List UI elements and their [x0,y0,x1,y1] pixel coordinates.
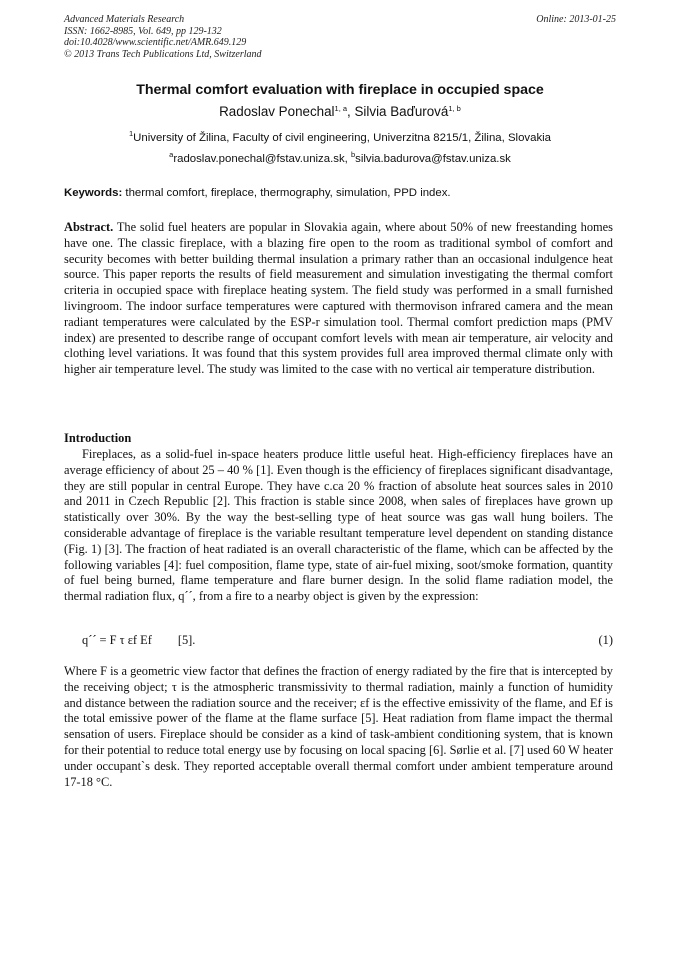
equation-1 [82,633,613,648]
equation-ref: [5]. [177,633,196,647]
paper-title: Thermal comfort evaluation with fireplace in occupied space [136,82,544,98]
issn-line: ISSN: 1662-8985, Vol. 649, pp 129-132 [64,25,222,37]
equation-text: q´´ = F τ εf Ef [82,633,152,647]
copyright-line: © 2013 Trans Tech Publications Ltd, Switzerland [64,48,262,60]
abstract-label: Abstract. [64,220,114,234]
equation-number: (1) [598,633,613,647]
abstract-text: The solid fuel heaters are popular in Slovakia again, where about 50% of new freestanding homes have one. The classic fireplace, with a blazing fire open to the room as traditional symbol of comfort and security becomes with better building thermal insulation a primary rather than an occasional indulgence heat source. This paper reports the results of field measurement and simulation investigating the thermal comfort criteria in occupied space with fireplace heating system. The field study was performed in a small furnished livingroom. The indoor surface temperatures were captured with thermovison infrared camera and the mean radiant temperatures were calculated by the ESP-r simulation tool. Thermal comfort prediction maps (PMV index) are presented to describe range of occupant comfort levels with mean air temperature, air velocity and clothing level variations. It was found that this system provides full area improved thermal climate only with higher air temperature level. The study was limited to the case with no vertical air temperature distribution. [64,220,613,377]
affiliation [64,129,616,144]
author-1-sup: 1, a [334,104,348,113]
email-1-sup: a [169,150,174,159]
author-2: Silvia Baďurová [354,104,449,119]
keywords [64,187,616,199]
affiliation-text: University of Žilina, Faculty of civil engineering, Univerzitna 8215/1, Žilina, Slovakia [133,132,552,144]
author-1: Radoslav Ponechal [219,104,335,119]
email-2-sup: b [350,150,356,159]
email-1: radoslav.ponechal@fstav.uniza.sk, [173,153,351,165]
keywords-text: thermal comfort, fireplace, thermography, simulation, PPD index. [122,187,451,199]
abstract [64,220,613,378]
author-2-sup: 1, b [448,104,461,113]
email-2: silvia.badurova@fstav.uniza.sk [355,153,511,165]
post-equation-paragraph: Where F is a geometric view factor that defines the fraction of energy radiated by the fire that is intercepted by the receiving object; τ is the atmospheric transmissivity to thermal radiation, mainly a function of humidity and distance between the radiation source and the receiver; εf is the effective emissivity of the flame, and Ef is the total emissive power of the flame at the flame surface [5]. Heat radiation from flame impact the thermal sensation of users. Fireplace should be consider as a kind of task-ambient conditioning system, that is known for their potential to reduce total energy use by focusing on local spacing [6]. Sørlie et al. [7] used 60 W heater under occupant`s desk. They reported acceptable overall thermal comfort under ambient temperature around 17-18 °C. [64,664,613,789]
author-separator: , [347,104,355,119]
journal-header [64,14,616,60]
author-line [64,104,616,119]
doi-line: doi:10.4028/www.scientific.net/AMR.649.129 [64,37,247,48]
affiliation-sup: 1 [128,129,134,138]
email-line [64,150,616,165]
introduction-heading: Introduction [64,431,132,445]
keywords-label: Keywords: [64,187,123,199]
introduction-paragraph: Fireplaces, as a solid-fuel in-space heaters produce little useful heat. High-efficiency fireplaces have an average efficiency of about 25 – 40 % [1]. Even though is the efficiency of fireplaces significant disadvantage, they are still popular in central Europe. They have c.ca 20 % fraction of absolute heat sources sales in 2010 and 2011 in Czech Republic [2]. This fraction is stable since 2008, when sales of fireplaces have grown up statistically over 30%. By the way the best-selling type of heat source was gas wall hung boilers. The considerable advantage of fireplace is the variable resultant temperature level dependent on standing distance (Fig. 1) [3]. The fraction of heat radiated is an overall characteristic of the flame, which can be affected by the following variables [4]: fuel composition, flame type, state of air-fuel mixing, soot/smoke formation, quantity of fuel being burned, flame temperature and flare burner design. In the solid flame radiation model, the thermal radiation flux, q´´, from a fire to a nearby object is given by the expression: [64,447,613,604]
journal-name: Advanced Materials Research [64,14,185,25]
online-date: Online: 2013-01-25 [536,14,616,25]
